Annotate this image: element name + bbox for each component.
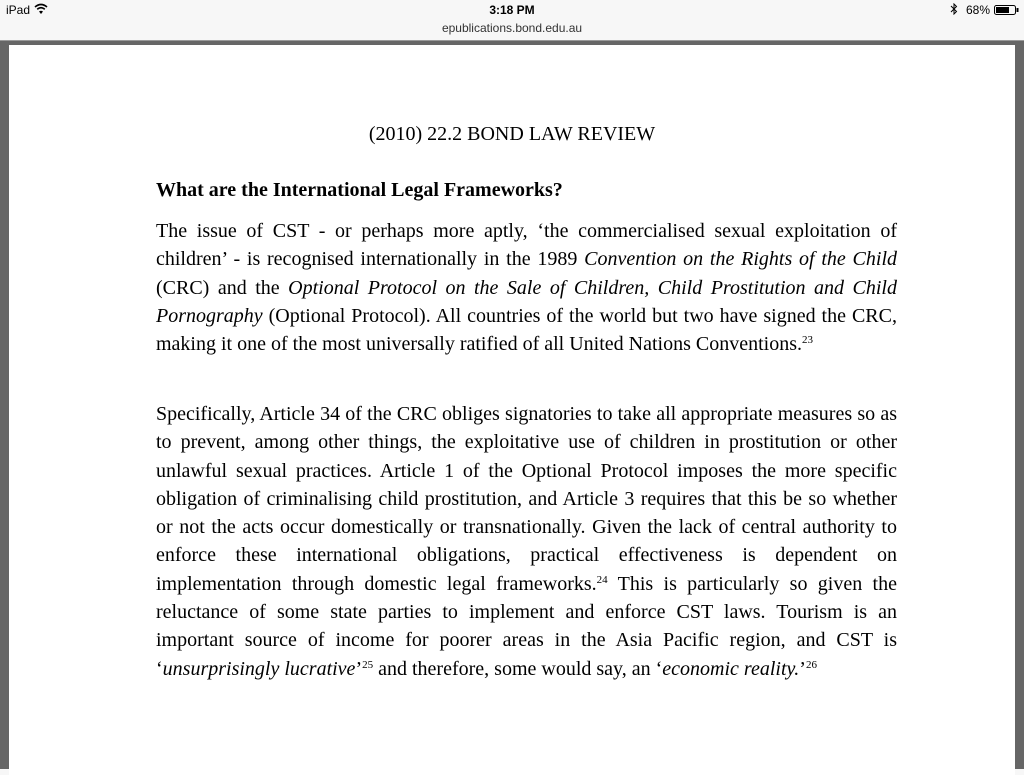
paragraph-text: This is particularly so given the reluctance of some state parties to implement and enforce CST laws. Tourism is an important source of income for poorer areas in the Asia Pacific region, and CST is ‘: [156, 572, 897, 680]
footnote-ref[interactable]: 24: [596, 573, 608, 586]
battery-icon: [994, 5, 1019, 15]
running-head: (2010) 22.2 BOND LAW REVIEW: [368, 123, 656, 145]
protocol-title-italic: Optional Protocol on the Sale of Children, Child Prostitution and Child Pornography: [156, 276, 897, 327]
status-bar: [0, 0, 1024, 20]
paragraph-text: Specifically, Article 34 of the CRC obliges signatories to take all appropriate measures so as to prevent, among other things, the exploitative use of children in prostitution or other unlawful sexual practices. Article 1 of the Optional Protocol imposes the more specific obligation of criminalising child prostitution, and Article 3 requires that this be so whether or not the acts occur domestically or transnationally. Given the lack of central authority to enforce these international obligations, practical effectiveness is dependent on implementation through domestic legal frameworks.: [156, 403, 897, 595]
quote-italic: economic reality.: [662, 657, 800, 680]
url-bar[interactable]: [0, 18, 1024, 38]
footnote-ref[interactable]: 23: [802, 334, 813, 347]
paragraph-text: ’: [799, 657, 806, 680]
battery-percent: 68%: [966, 3, 991, 17]
footnote-ref[interactable]: 26: [805, 658, 817, 671]
paragraph-text: and therefore, some would say, an ‘: [373, 657, 663, 680]
body-paragraph: [156, 400, 897, 683]
bluetooth-icon: [950, 3, 958, 15]
body-paragraph: [156, 217, 897, 358]
quote-italic: unsurprisingly lucrative: [162, 657, 356, 680]
section-heading: What are the International Legal Frameworks?: [156, 179, 563, 201]
device-name: iPad: [6, 3, 31, 17]
pdf-viewer[interactable]: [0, 40, 1024, 769]
treaty-title-italic: Convention on the Rights of the Child: [584, 248, 897, 271]
paragraph-text: (Optional Protocol). All countries of the world but two have signed the CRC, making it one of the most universally ratified of all United Nations Conventions.: [156, 304, 897, 356]
url-text: epublications.bond.edu.au: [441, 21, 583, 35]
footnote-ref[interactable]: 25: [362, 658, 374, 671]
pdf-page: [9, 45, 1015, 775]
clock: 3:18 PM: [489, 3, 535, 17]
paragraph-text: (CRC) and the: [156, 276, 289, 299]
paragraph-text: The issue of CST - or perhaps more aptly, ‘the commercialised sexual exploitation of children’ - is recognised internationally in the 1989: [156, 220, 897, 271]
paragraph-text: ’: [355, 657, 363, 680]
